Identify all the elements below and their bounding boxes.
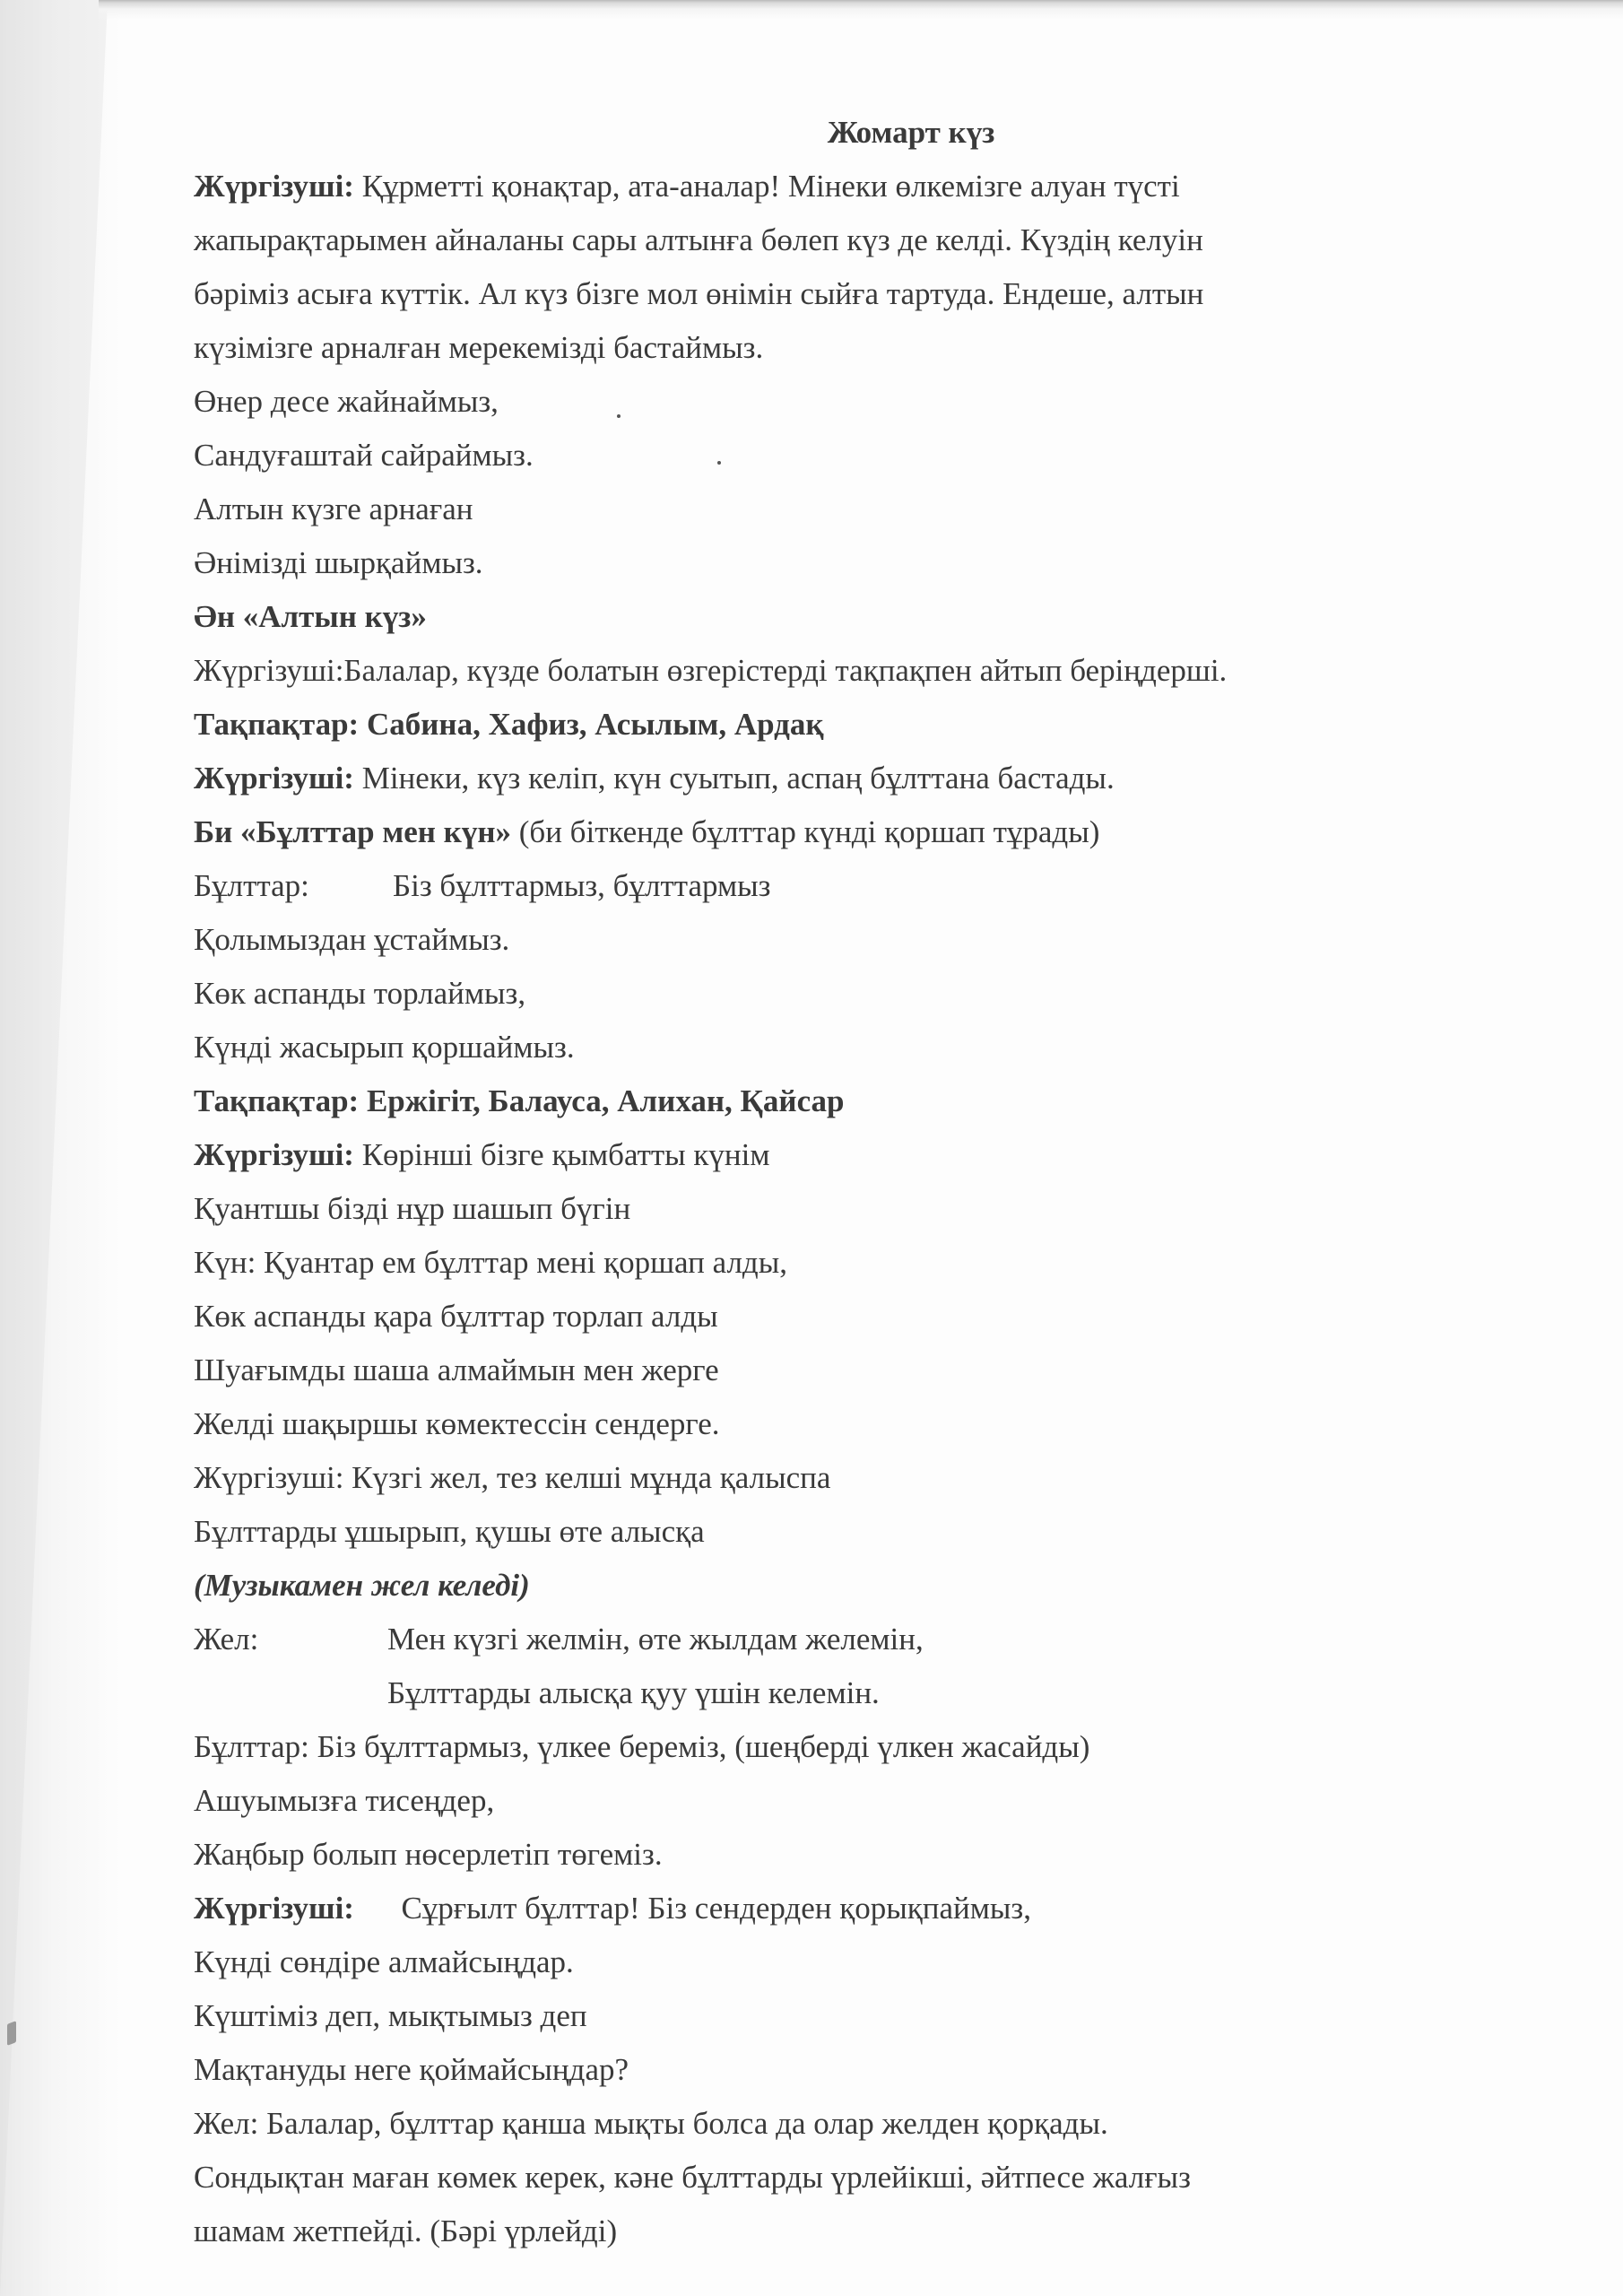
line-text: Сұрғылт бұлттар! Біз сендерден қорықпаймыз,	[353, 1891, 1031, 1926]
text-line	[194, 805, 1503, 859]
role-label: Бұлттар:	[194, 868, 309, 903]
text-line	[194, 859, 1503, 913]
text-line	[194, 1613, 1503, 1666]
document-title: Жомарт күз	[827, 115, 995, 150]
text-line: Сандуғаштай сайраймыз.	[194, 438, 534, 473]
speaker-label: Жүргізуші:	[194, 761, 354, 796]
text-line: шамам жетпейді. (Бәрі үрлейді)	[194, 2213, 618, 2248]
text-line: Жаңбыр болып нөсерлетіп төгеміз.	[194, 1837, 663, 1872]
text-line	[194, 752, 1503, 805]
page-top-edge	[99, 0, 1623, 20]
text-line: Көк аспанды қара бұлттар торлап алды	[194, 1299, 718, 1334]
performers-heading: Тақпақтар: Сабина, Хафиз, Асылым, Ардақ	[194, 707, 824, 742]
text-line: Бұлттарды алысқа қуу үшін келемін.	[387, 1675, 880, 1710]
line-text: Мен күзгі желмін, өте жылдам желемін,	[387, 1622, 924, 1657]
text-line: Өнер десе жайнаймыз,	[194, 384, 499, 419]
dance-heading: Би «Бұлттар мен күн»	[194, 814, 511, 849]
text-line: Қолымыздан ұстаймыз.	[194, 922, 510, 957]
speaker-label: Жүргізуші:	[194, 1137, 354, 1172]
role-label: Жел:	[194, 1622, 259, 1657]
song-heading: Ән «Алтын күз»	[194, 599, 427, 634]
line-text: Біз бұлттармыз, бұлттармыз	[393, 868, 771, 903]
line-text: Құрметті қонақтар, ата-аналар! Мінеки өлкемізге алуан түсті	[353, 169, 1180, 204]
stage-direction: (Музыкамен жел келеді)	[194, 1568, 530, 1603]
speaker-label: Жүргізуші:	[194, 169, 354, 204]
text-line: Әнімізді шырқаймыз.	[194, 545, 483, 580]
text-line: Қуантшы бізді нұр шашып бүгін	[194, 1191, 631, 1226]
margin-mark	[7, 2021, 16, 2046]
text-line: Желді шақыршы көмектессін сендерге.	[194, 1406, 720, 1441]
text-line: Шуағымды шаша алмаймын мен жерге	[194, 1352, 719, 1387]
text-line	[194, 1128, 1503, 1182]
text-line: Көк аспанды торлаймыз,	[194, 976, 526, 1011]
text-line: Күштіміз деп, мықтымыз деп	[194, 1998, 587, 2033]
text-line: күзімізге арналған мерекемізді бастаймыз.	[194, 330, 764, 365]
text-line: Бұлттар: Біз бұлттармыз, үлкее береміз, (шеңберді үлкен жасайды)	[194, 1729, 1090, 1764]
performers-heading: Тақпақтар: Ержігіт, Балауса, Алихан, Қайсар	[194, 1083, 845, 1118]
line-text: Көрінші бізге қымбатты күнім	[353, 1137, 770, 1172]
text-line	[194, 1882, 1503, 1935]
text-line: Сондықтан маған көмек керек, кәне бұлттарды үрлейікші, әйтпесе жалғыз	[194, 2160, 1191, 2195]
text-line: жапырақтарымен айналаны сары алтынға бөлеп күз де келді. Күздің келуін	[194, 222, 1203, 257]
document-body	[194, 106, 1503, 2258]
text-line: Ашуымызға тисеңдер,	[194, 1783, 495, 1818]
speaker-label: Жүргізуші:	[194, 1891, 354, 1926]
text-line: Күн: Қуантар ем бұлттар мені қоршап алды,	[194, 1245, 787, 1280]
text-line: Жүргізуші:Балалар, күзде болатын өзгерістерді тақпақпен айтып беріңдерші.	[194, 653, 1228, 688]
page-fold-shadow	[0, 0, 108, 2296]
line-text: Мінеки, күз келіп, күн суытып, аспаң бұлттана бастады.	[353, 761, 1115, 796]
stage-direction: (би біткенде бұлттар күнді қоршап тұрады)	[510, 814, 1100, 849]
text-line: Бұлттарды ұшырып, қушы өте алысқа	[194, 1514, 705, 1549]
text-line: Алтын күзге арнаған	[194, 491, 473, 526]
text-line	[194, 160, 1503, 213]
text-line: бәріміз асыға күттік. Ал күз бізге мол өнімін сыйға тартуда. Ендеше, алтын	[194, 276, 1204, 311]
text-line: Жүргізуші: Күзгі жел, тез келші мұнда қалыспа	[194, 1460, 831, 1495]
text-line: Мақтануды неге қоймайсыңдар?	[194, 2052, 629, 2087]
text-line: Күнді сөндіре алмайсыңдар.	[194, 1944, 574, 1979]
text-line: Күнді жасырып қоршаймыз.	[194, 1030, 575, 1065]
text-line: Жел: Балалар, бұлттар қанша мықты болса да олар желден қорқады.	[194, 2106, 1108, 2141]
